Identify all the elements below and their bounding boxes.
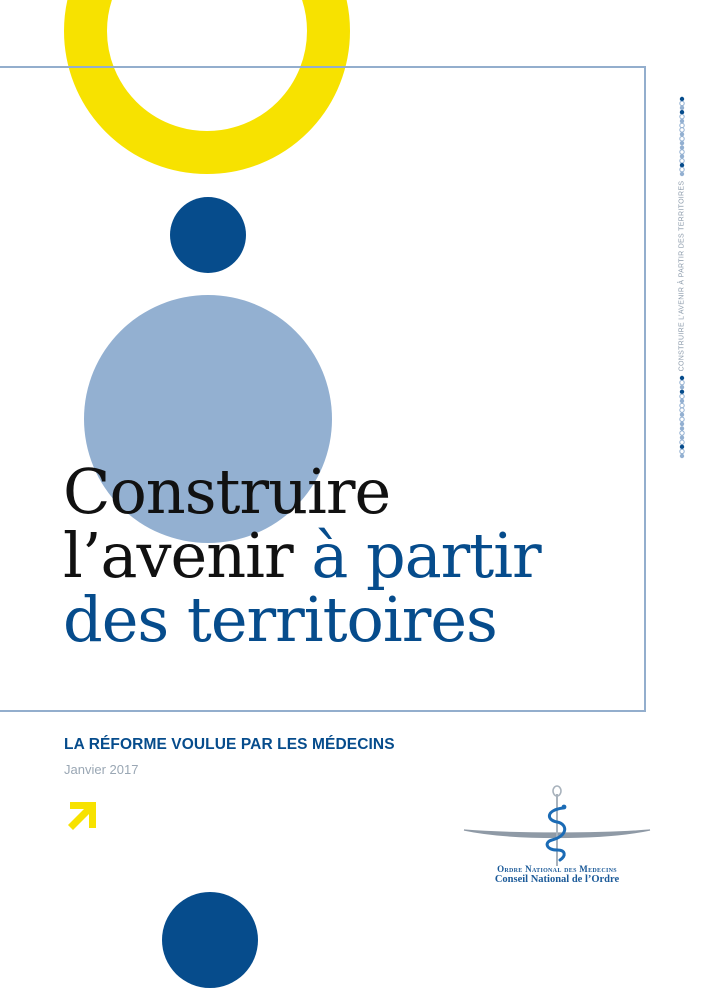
strip-dot bbox=[680, 422, 684, 426]
strip-dot bbox=[680, 426, 684, 430]
strip-dot bbox=[680, 431, 684, 435]
strip-dot bbox=[680, 417, 684, 421]
strip-dot bbox=[680, 454, 684, 458]
strip-dot bbox=[680, 132, 684, 136]
logo-text bbox=[462, 864, 652, 885]
logo-org-line-1: Ordre National des Medecins bbox=[497, 864, 617, 874]
strip-dot bbox=[680, 141, 684, 145]
bottom-navy-circle-decoration bbox=[162, 892, 258, 988]
strip-dot bbox=[680, 145, 684, 149]
title-line-2-part-b: à partir bbox=[311, 519, 541, 592]
strip-dot bbox=[680, 394, 684, 398]
strip-dot bbox=[680, 390, 684, 394]
strip-dot bbox=[680, 114, 684, 118]
strip-dot bbox=[680, 445, 684, 449]
title-line-2-part-a: l’avenir bbox=[63, 519, 312, 592]
strip-dot bbox=[680, 435, 684, 439]
title-line-2 bbox=[63, 519, 541, 592]
strip-dot bbox=[680, 403, 684, 407]
strip-dot bbox=[680, 159, 684, 163]
yellow-arrow-icon bbox=[64, 798, 100, 832]
strip-dot bbox=[680, 154, 684, 158]
publication-date: Janvier 2017 bbox=[64, 762, 139, 777]
title-line-1: Construire bbox=[63, 455, 391, 528]
strip-dot bbox=[680, 128, 684, 132]
strip-dot bbox=[680, 97, 684, 101]
strip-dot bbox=[680, 150, 684, 154]
strip-dot bbox=[680, 408, 684, 412]
strip-dot bbox=[680, 449, 684, 453]
strip-dot bbox=[680, 413, 684, 417]
strip-dot bbox=[680, 106, 684, 110]
subtitle: LA RÉFORME VOULUE PAR LES MÉDECINS bbox=[64, 736, 395, 753]
strip-dot bbox=[680, 110, 684, 114]
strip-dot bbox=[680, 123, 684, 127]
strip-dot bbox=[680, 380, 684, 384]
strip-dot bbox=[680, 399, 684, 403]
strip-dot bbox=[680, 376, 684, 380]
cover-title bbox=[63, 455, 541, 656]
strip-dot bbox=[680, 137, 684, 141]
logo-org-line-2: Conseil National de l’Ordre bbox=[494, 874, 620, 885]
strip-dot bbox=[680, 167, 684, 171]
strip-dot bbox=[680, 163, 684, 167]
title-line-3: des territoires bbox=[63, 583, 497, 656]
strip-dot bbox=[680, 119, 684, 123]
strip-dot bbox=[680, 385, 684, 389]
strip-dot bbox=[680, 101, 684, 105]
strip-dot bbox=[680, 440, 684, 444]
navy-circle-decoration bbox=[170, 197, 246, 273]
strip-dot bbox=[680, 172, 684, 176]
side-vertical-text: CONSTRUIRE L’AVENIR À PARTIR DES TERRITOIRES bbox=[678, 180, 686, 372]
